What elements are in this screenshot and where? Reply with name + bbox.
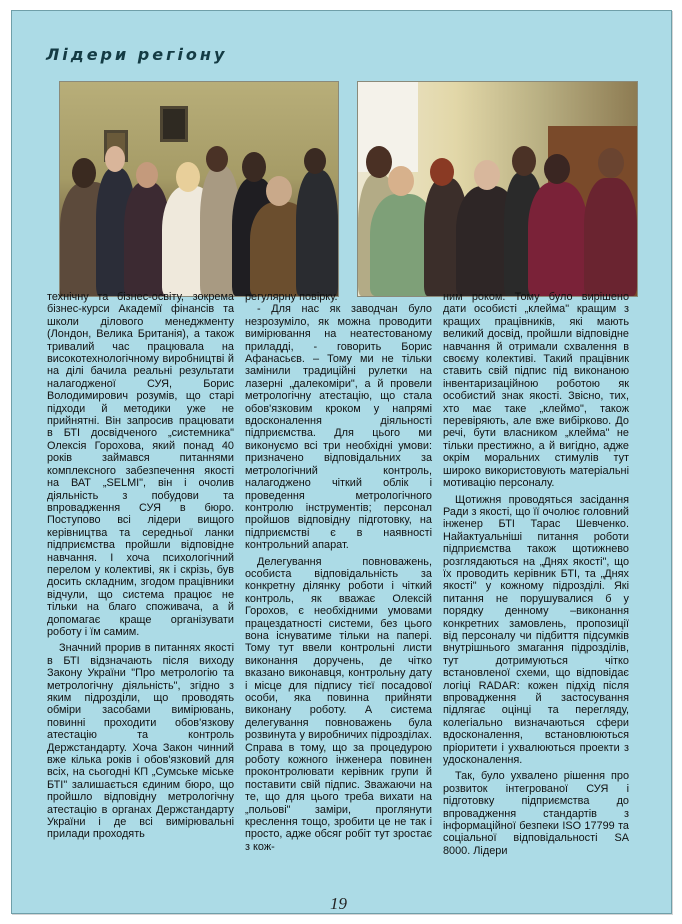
paragraph: технічну та бізнес-освіту, зокрема бізнес-курси Академії фінансів та школи ділового менеджменту (Лондон, Велика Британія), а також тривалий час працювала на високотехнологічному виробництві й на ділі бачила реальні результати налагодженої СУЯ, Борис Володимирович розумів, що старі підходи й методики уже не прийнятні. Він запросив працювати в БТІ досвідченого „системника" Олексія Горохова, який понад 40 років займався питаннями комплексного забезпечення якості на ВАТ „SELMI", він і очолив діяльність з побудови та впровадження СУЯ в бюро. Поступово всі лідери вищого керівництва та середньої ланки підприємства пройшли відповідне навчання. І хоча психологічний перелом у колективі, як і скрізь, був досить складним, згодом працівники відчули, що система працює не тільки на благо споживача, а й допомагає краще організувати роботу і їм самим. <box>47 291 234 638</box>
paragraph: Так, було ухвалено рішення про розвиток інтегрованої СУЯ і підготовку підприємства до впровадження стандартів з інформаційної безпеки ISO 17799 та соціальної відповідальності SA 8000. Лідери <box>443 770 629 857</box>
paragraph: Значний прорив в питаннях якості в БТІ відзначають після виходу Закону України "Про метрологію та метрологічну діяльність", згідно з яким підрозділи, що проводять обміри засобами вимірювань, повинні проходити обов'язкову атестацію та контроль Держстандарту. Хоча Закон чинний вже кілька років і обов'язковий для всіх, на сьогодні КП „Сумське міське БТІ" залишається єдиним бюро, що пройшло відповідну метрологічну атестацію в органах Держстандарту України і де всі вимірювальні прилади проходять <box>47 642 234 841</box>
paragraph: ним роком. Тому було вирішено дати особисті „клейма" кращим з кращих працівників, які мають великий досвід, пройшли відповідне навчання й отримали схвалення в своєму колективі. Такий працівник ставить свій підпис під виконаною інвентаризаційною роботою як особистий знак якості. Звісно, тих, хто має таке „клеймо", також перевіряють, але вже вибірково. До речі, бути власником „клейма" не тільки престижно, а й вигідно, адже окрім моральних стимулів тут широко використовують матеріальні мотивацію персоналу. <box>443 291 629 490</box>
paragraph: регулярну повірку. <box>245 291 338 303</box>
page-number: 19 <box>330 894 347 913</box>
paragraph: - Для нас як заводчан було незрозуміло, як можна проводити вимірювання на неатестованому приладді, - говорить Борис Афанасьєв. – Тому ми не тільки замінили традиційні рулетки на лазерні „далекоміри", а й провели метрологічну атестацію, що стала обов'язковим кроком у напрямі вдосконалення діяльності підприємства. Для цього ми виконуємо всі три необхідні умови: призначено відповідальних за метрологічний контроль, налагоджено чіткий облік і проведення метрологічного контролю інструментів; персонал пройшов відповідну підготовку, на підприємстві є в наявності контрольний апарат. <box>245 303 432 552</box>
section-header: Лідери регіону <box>46 45 228 64</box>
group-photo-right <box>357 81 638 297</box>
text-column-3 <box>443 291 629 857</box>
text-column-1 <box>47 291 234 841</box>
paragraph: Делегування повноважень, особиста відповідальність за конкретну ділянку роботи і чіткий контроль, як вважає Олексій Горохов, є необхідними умовами працездатності системи, без цього вона існуватиме тільки на папері. Тому тут ввели контрольні листи виконання доручень, де чітко вказано виконавця, контрольну дату і місце для підпису тієї посадової особи, яка повинна прийняти виконану роботу. А система делегування повноважень була розвинута у виробничих підрозділах. Справа в тому, що за процедурою роботу кожного інженера повинен проконтролювати керівник групи й поставити свій підпис. Зважаючи на те, що для цього треба вихати на „польові" заміри, проглянути креслення тощо, зробити це не так і просто, адже обсяг робіт тут зростає з кож- <box>245 555 432 853</box>
group-photo-left <box>59 81 339 297</box>
text-column-2 <box>245 291 432 853</box>
paragraph: Щотижня проводяться засідання Ради з якості, що її очолює головний інженер БТІ Тарас Шевченко. Найактуальніші питання роботи підприємства також щотижнево розглядаються на „Днях якості", що їх проводить керівник БТІ, та „Днях якості" у кожному підрозділі. Які питання не порушувалися б у порядку денному –виконання конкретних замовлень, пропозиції від персоналу чи підбиття підсумків внутрішнього змагання підрозділів, тут дотримуються чітко встановленої схеми, що відповідає логіці RADAR: кожен підхід після впровадження й застосування підлягає оцінці та перегляду, колегіально визначаються сфери вдосконалення, встановлюються пріоритети і ухвалюються проекти з удосконалення. <box>443 493 629 767</box>
wall-picture <box>160 106 188 142</box>
